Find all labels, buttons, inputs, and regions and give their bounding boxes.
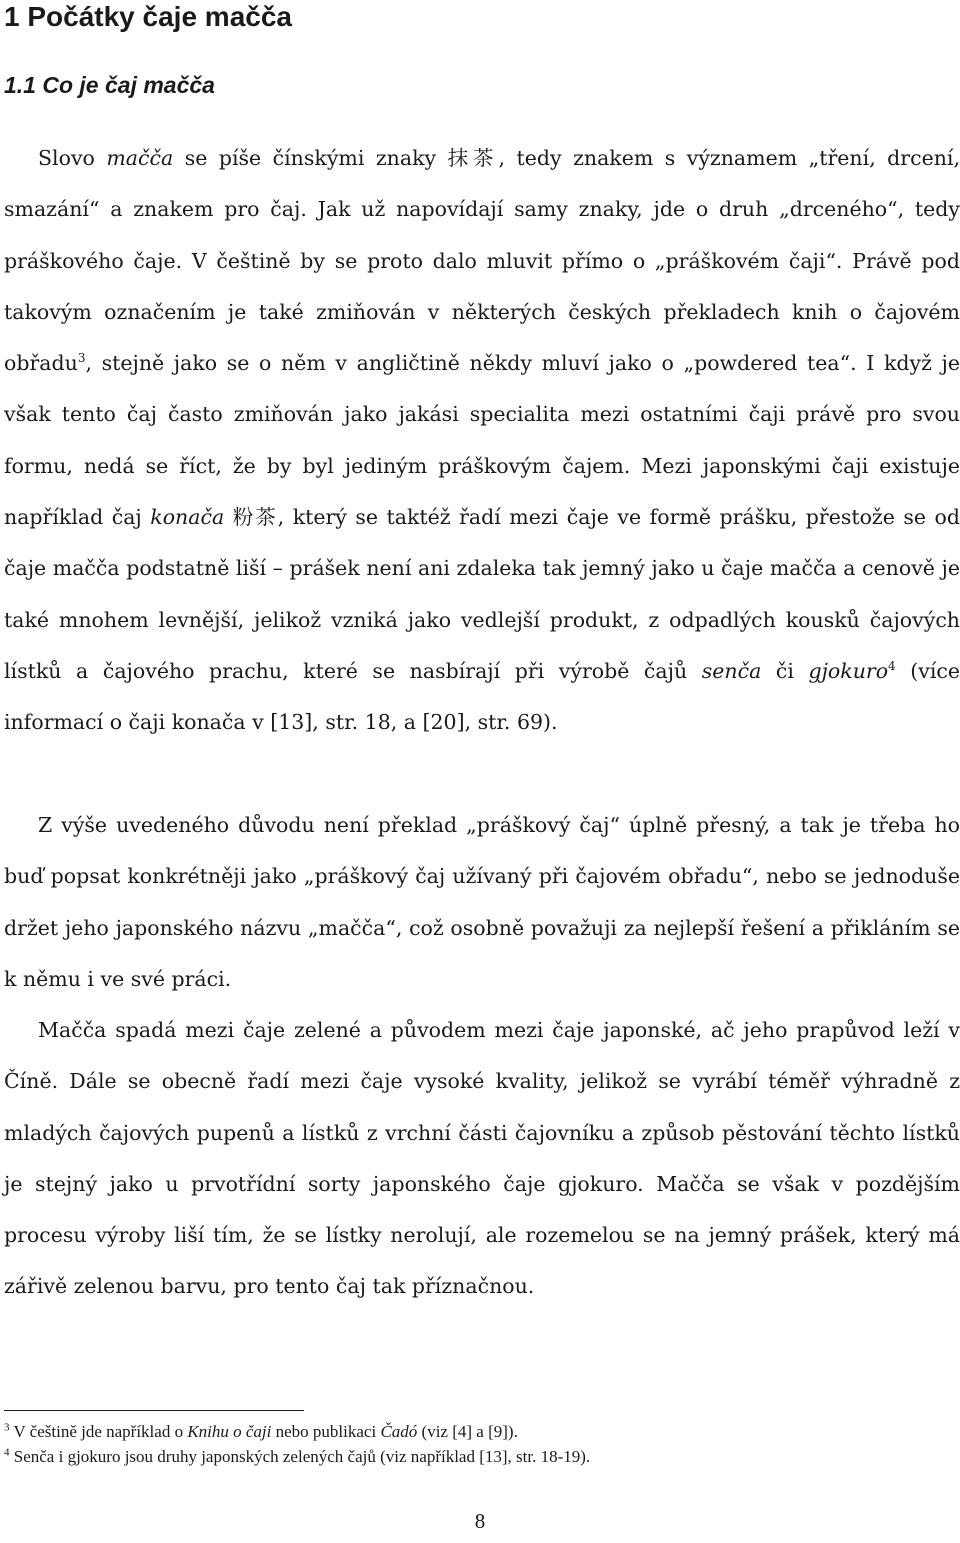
paragraph-3 — [4, 1005, 960, 1313]
text-run: nebo publikaci — [271, 1422, 381, 1441]
footnote-separator — [4, 1410, 304, 1411]
text-run: Slovo — [38, 146, 107, 170]
text-run: či — [761, 658, 809, 683]
text-run: V češtině jde například o — [9, 1422, 188, 1441]
italic-term: maččа — [106, 146, 174, 170]
footnote-ref[interactable]: 4 — [888, 659, 896, 674]
text-run: Z výše uvedeného důvodu není překlad „práškový čaj“ úplně přesný, a tak je třeba ho buď popsat konkrétněji jako „práškový čaj užívaný při čajovém obřadu“, nebo se jednoduše držet jeho japonského názvu „maččа“, což osobně považuji za nejlepší řešení a přikláním se k němu i ve své práci. — [4, 813, 960, 991]
footnote-number: 3 — [4, 1421, 10, 1434]
text-run: se píše čínskými znaky 抹茶, tedy znakem s významem „tření, drcení, smazání“ a znakem pro čaj. Jak už napovídají samy znaky, jde o druh „drceného“, tedy práškového čaje. V češtině by se proto dalo mluvit přímo o „práškovém čaji“. Právě pod takovým označením je také zmiňován v některých českých překladech knih o čajovém obřadu — [4, 146, 960, 376]
italic-title: Čadó — [380, 1422, 418, 1441]
footnote-ref[interactable]: 3 — [77, 351, 86, 366]
footnote-number: 4 — [4, 1446, 10, 1459]
text-run: (viz [4] a [9]). — [417, 1422, 518, 1441]
footnote-4 — [4, 1446, 590, 1468]
chapter-heading: 1 Počátky čaje maččа — [4, 1, 292, 32]
paragraph-1 — [4, 133, 960, 749]
paragraph-2 — [4, 800, 960, 1005]
text-run: Senča i gjokuro jsou druhy japonských zelených čajů (viz například [13], str. 18-19). — [9, 1447, 591, 1466]
italic-term: senča — [701, 658, 762, 683]
text-run: , stejně jako se o něm v angličtině někdy mluví jako o „powdered tea“. I když je však tento čaj často zmiňován jako jakási specialita mezi ostatními čaji právě pro svou formu, nedá se říct, že by byl jediným práškovým čajem. Mezi japonskými čaji existuje například čaj — [4, 351, 960, 530]
text-run: Maččа spadá mezi čaje zelené a původem mezi čaje japonské, ač jeho prapůvod leží v Číně. Dále se obecně řadí mezi čaje vysoké kvality, jelikož se vyrábí téměř výhradně z mladých čajových pupenů a lístků z vrchní části čajovníku a způsob pěstování těchto lístků je stejný jako u prvotřídní sorty japonského čaje gjokuro. Maččа se však v pozdějším procesu výroby liší tím, že se lístky nerolují, ale rozemelou se na jemný prášek, který má zářivě zelenou barvu, pro tento čaj tak příznačnou. — [4, 1018, 960, 1299]
italic-term: gjokuro — [808, 658, 889, 683]
section-heading: 1.1 Co je čaj maččа — [4, 72, 215, 98]
italic-title: Knihu o čaji — [187, 1422, 272, 1441]
italic-term: konača — [150, 505, 225, 530]
text-run: (více informací o čaji konača v [13], str. 18, a [20], str. 69). — [4, 658, 960, 735]
footnote-3 — [4, 1421, 518, 1443]
page-number: 8 — [474, 1509, 486, 1533]
text-run: 粉茶, který se taktéž řadí mezi čaje ve formě prášku, přestože se od čaje maččа podstatně liší – prášek není ani zdaleka tak jemný jako u čaje maččа a cenově je také mnohem levnější, jelikož vzniká jako vedlejší produkt, z odpadlých kousků čajových lístků a čajového prachu, které se nasbírají při výrobě čajů — [4, 505, 960, 683]
